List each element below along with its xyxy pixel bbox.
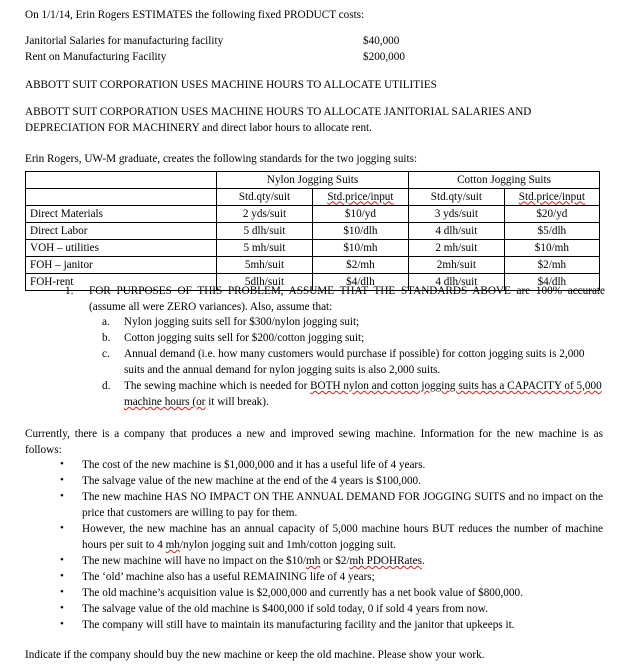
row-label-direct-materials: Direct Materials: [26, 206, 217, 223]
sub-item-marker-a: a.: [102, 316, 110, 328]
bullet-icon: •: [60, 570, 64, 582]
assumption-sub-item-d: [102, 379, 603, 411]
row-label-direct-labor: Direct Labor: [26, 223, 217, 240]
cost-amount-rent: $200,000: [363, 51, 405, 63]
sub-header-cotton-qty: Std.qty/suit: [409, 189, 505, 206]
cell-voh-nylon-qty: 5 mh/suit: [217, 240, 313, 257]
cell-dm-nylon-qty: 2 yds/suit: [217, 206, 313, 223]
cost-label-rent: Rent on Manufacturing Facility: [25, 51, 167, 63]
new-machine-bullet-1: [60, 458, 603, 474]
table-row: [26, 257, 600, 274]
cell-fohj-cotton-price: $2/mh: [504, 257, 599, 274]
bullet-icon: •: [60, 618, 64, 630]
row-label-foh-rent: FOH-rent: [26, 274, 217, 291]
sub-item-text-a: Nylon jogging suits sell for $300/nylon jogging suit;: [124, 316, 360, 328]
cell-fohr-nylon-qty: 5dlh/suit: [217, 274, 313, 291]
sub-item-marker-d: d.: [102, 380, 111, 392]
new-machine-bullet-text-4: However, the new machine has an annual capacity of 5,000 machine hours BUT reduces the number of machine hours per suit to 4 mh/nylon jogging suit and 1mh/cotton jogging suit.: [82, 523, 603, 551]
sub-item-marker-c: c.: [102, 348, 110, 360]
sub-item-text-b: Cotton jogging suits sell for $200/cotton jogging suit;: [124, 332, 365, 344]
assumption-sub-item-c: [102, 347, 603, 379]
bullet-icon: •: [60, 458, 64, 470]
new-machine-bullet-8: [60, 602, 603, 618]
cell-fohj-nylon-qty: 5mh/suit: [217, 257, 313, 274]
cost-line-rent: [25, 50, 600, 66]
standards-table: [25, 171, 600, 291]
cell-dl-nylon-qty: 5 dlh/suit: [217, 223, 313, 240]
cell-dm-cotton-qty: 3 yds/suit: [409, 206, 505, 223]
new-machine-bullet-text-2: The salvage value of the new machine at the end of the 4 years is $100,000.: [82, 475, 421, 487]
sub-item-text-c: Annual demand (i.e. how many customers would purchase if possible) for cotton jogging suits is 2,000 suits and the annual demand for nylon jogging suits is also 2,000 suits.: [124, 348, 585, 376]
assumption-sub-item-b: [102, 331, 603, 347]
cell-voh-nylon-price: $10/mh: [312, 240, 408, 257]
closing-instruction: Indicate if the company should buy the new machine or keep the old machine. Please show your work.: [25, 649, 485, 661]
new-machine-bullet-text-8: The salvage value of the old machine is $400,000 if sold today, 0 if sold 4 years from now.: [82, 603, 488, 615]
table-row: [26, 223, 600, 240]
cell-fohr-cotton-qty: 4 dlh/suit: [409, 274, 505, 291]
cell-dl-cotton-qty: 4 dlh/suit: [409, 223, 505, 240]
sub-header-empty: [26, 189, 217, 206]
allocation-note-utilities: ABBOTT SUIT CORPORATION USES MACHINE HOURS TO ALLOCATE UTILITIES: [25, 79, 437, 91]
new-machine-bullet-text-1: The cost of the new machine is $1,000,000 and it has a useful life of 4 years.: [82, 459, 426, 471]
new-machine-intro: Currently, there is a company that produces a new and improved sewing machine. Information for the new machine is as follows:: [25, 428, 603, 456]
new-machine-bullet-text-3: The new machine HAS NO IMPACT ON THE ANNUAL DEMAND FOR JOGGING SUITS and no impact on the price that customers are willing to pay for them.: [82, 491, 603, 519]
table-row-group-header: [26, 172, 600, 189]
new-machine-bullet-text-9: The company will still have to maintain its manufacturing facility and the janitor that upkeeps it.: [82, 619, 515, 631]
cell-dl-cotton-price: $5/dlh: [504, 223, 599, 240]
sub-item-text-d: The sewing machine which is needed for BOTH nylon and cotton jogging suits has a CAPACITY of 5,000 machine hours (or it will break).: [124, 380, 602, 408]
cell-dm-nylon-price: $10/yd: [312, 206, 408, 223]
allocation-note-janitorial: ABBOTT SUIT CORPORATION USES MACHINE HOURS TO ALLOCATE JANITORIAL SALARIES AND DEPRECIATION FOR MACHINERY and direct labor hours to allocate rent.: [25, 106, 532, 134]
table-row: [26, 206, 600, 223]
bullet-icon: •: [60, 586, 64, 598]
assumption-sub-item-a: [102, 315, 603, 331]
cost-label-janitorial: Janitorial Salaries for manufacturing facility: [25, 35, 224, 47]
sub-header-cotton-price: Std.price/input: [504, 189, 599, 206]
cell-dl-nylon-price: $10/dlh: [312, 223, 408, 240]
cell-fohr-cotton-price: $4/dlh: [504, 274, 599, 291]
assumption-marker-1: 1.: [65, 285, 74, 297]
group-header-nylon: Nylon Jogging Suits: [217, 172, 409, 189]
bullet-icon: •: [60, 522, 64, 534]
new-machine-bullet-7: [60, 586, 603, 602]
sub-header-nylon-price: Std.price/input: [312, 189, 408, 206]
new-machine-bullet-3: [60, 490, 603, 522]
standards-intro: Erin Rogers, UW-M graduate, creates the following standards for the two jogging suits:: [25, 153, 418, 165]
new-machine-bullet-text-6: The ‘old’ machine also has a useful REMAINING life of 4 years;: [82, 571, 375, 583]
cell-fohr-nylon-price: $4/dlh: [312, 274, 408, 291]
new-machine-bullet-text-7: The old machine’s acquisition value is $2,000,000 and currently has a net book value of $800,000.: [82, 587, 523, 599]
new-machine-bullet-text-5: The new machine will have no impact on the $10/mh or $2/mh PDOHRates.: [82, 555, 425, 567]
cell-fohj-cotton-qty: 2mh/suit: [409, 257, 505, 274]
sub-header-nylon-qty: Std.qty/suit: [217, 189, 313, 206]
assumption-text-1: FOR PURPOSES OF THIS PROBLEM, ASSUME THAT THE STANDARDS ABOVE are 100% accurate (assume all were ZERO variances). Also, assume that:: [89, 285, 605, 313]
new-machine-bullet-9: [60, 618, 603, 634]
intro-paragraph: On 1/1/14, Erin Rogers ESTIMATES the following fixed PRODUCT costs:: [25, 9, 365, 21]
bullet-icon: •: [60, 602, 64, 614]
row-label-foh-janitor: FOH – janitor: [26, 257, 217, 274]
new-machine-bullet-6: [60, 570, 603, 586]
cell-voh-cotton-price: $10/mh: [504, 240, 599, 257]
cost-amount-janitorial: $40,000: [363, 35, 400, 47]
assumption-item-1: [65, 284, 605, 316]
new-machine-bullet-4: [60, 522, 603, 554]
group-header-cotton: Cotton Jogging Suits: [409, 172, 600, 189]
bullet-icon: •: [60, 474, 64, 486]
cell-dm-cotton-price: $20/yd: [504, 206, 599, 223]
bullet-icon: •: [60, 554, 64, 566]
table-row-sub-header: [26, 189, 600, 206]
new-machine-bullet-5: [60, 554, 603, 570]
table-row: [26, 240, 600, 257]
row-label-voh-utilities: VOH – utilities: [26, 240, 217, 257]
bullet-icon: •: [60, 490, 64, 502]
cost-line-janitorial: [25, 34, 600, 50]
cell-voh-cotton-qty: 2 mh/suit: [409, 240, 505, 257]
cell-fohj-nylon-price: $2/mh: [312, 257, 408, 274]
group-header-empty: [26, 172, 217, 189]
new-machine-bullet-2: [60, 474, 603, 490]
sub-item-marker-b: b.: [102, 332, 111, 344]
